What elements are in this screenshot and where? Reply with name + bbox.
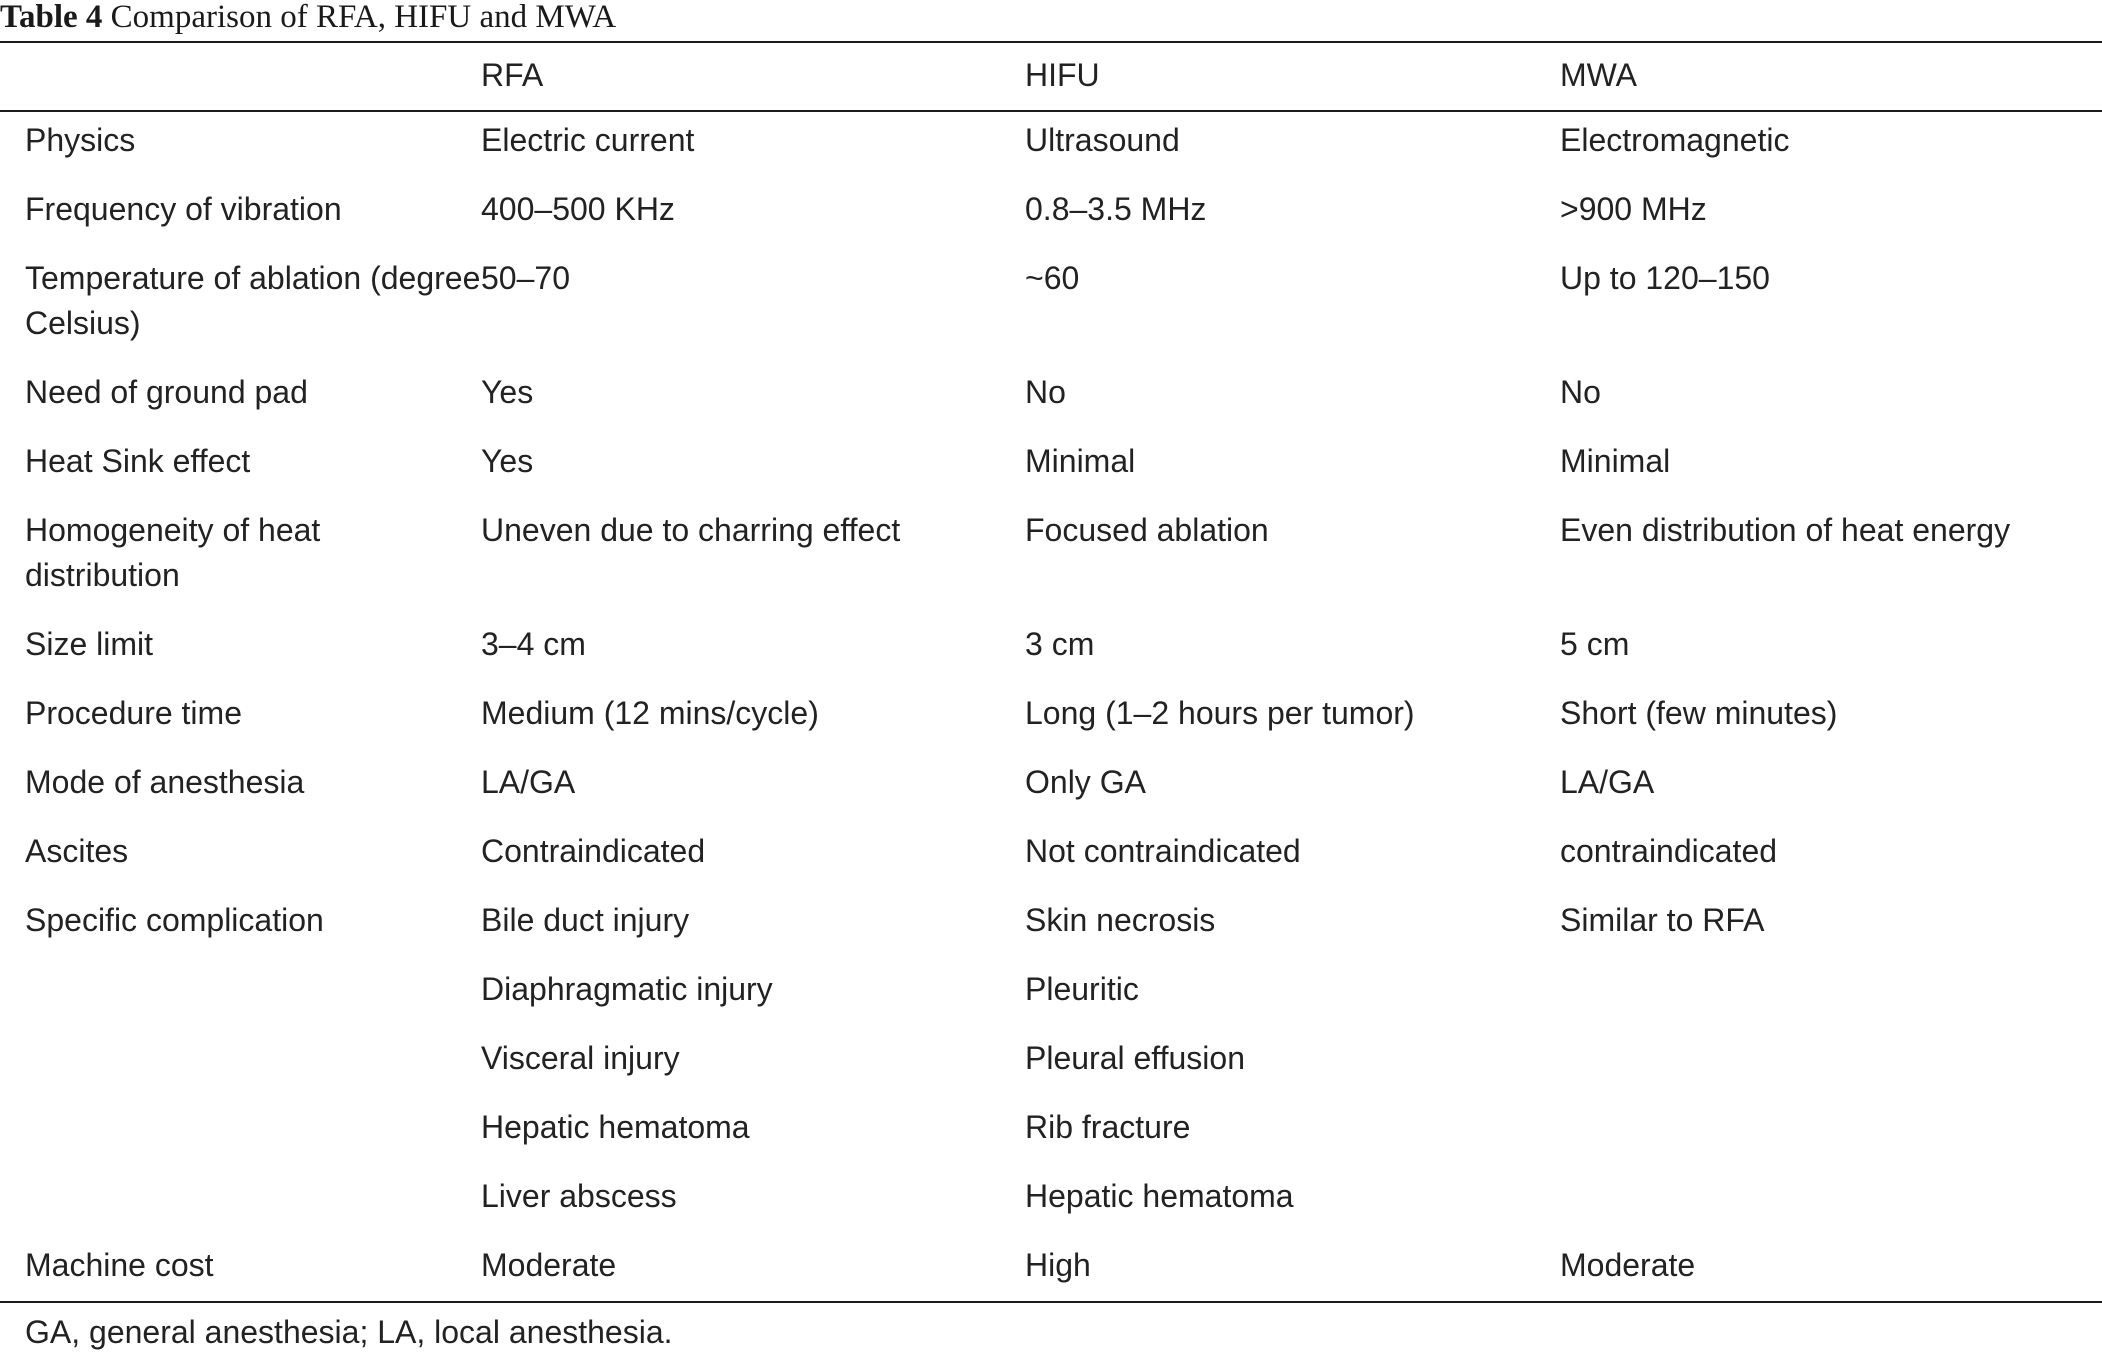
table-cell: Rib fracture — [1025, 1109, 1191, 1145]
table-cell: Visceral injury — [481, 1040, 680, 1076]
table-row — [0, 829, 2102, 898]
row-label-cell: Physics — [25, 122, 136, 158]
row-label-cell: Frequency of vibration — [25, 191, 342, 227]
table-cell — [1560, 1105, 2102, 1174]
header-cell-hifu: HIFU — [1025, 57, 1100, 93]
row-label-cell: Temperature of ablation (degree Celsius) — [25, 260, 481, 341]
table-cell: Pleural effusion — [1025, 1040, 1245, 1076]
row-label-cell — [0, 1036, 481, 1105]
table-cell: Yes — [481, 443, 534, 479]
table-cell: Electric current — [481, 122, 695, 158]
table-cell: 5 cm — [1560, 626, 1630, 662]
table-row — [0, 760, 2102, 829]
row-label-cell: Ascites — [25, 833, 129, 869]
table-cell: 3–4 cm — [481, 626, 586, 662]
table-row — [0, 1243, 2102, 1312]
table-cell: >900 MHz — [1560, 191, 1707, 227]
comparison-table — [0, 43, 2102, 1312]
table-header-row — [0, 43, 2102, 110]
table-cell: Not contraindicated — [1025, 833, 1301, 869]
row-label-cell: Procedure time — [25, 695, 242, 731]
table-cell: Even distribution of heat energy — [1560, 512, 2011, 548]
table-cell — [1560, 1174, 2102, 1243]
row-label-cell: Size limit — [25, 626, 154, 662]
table-cell — [1560, 967, 2102, 1036]
table-cell: ~60 — [1025, 260, 1080, 296]
table-cell: Similar to RFA — [1560, 902, 1765, 938]
table-row — [0, 967, 2102, 1036]
table-row — [0, 1105, 2102, 1174]
table-cell: No — [1560, 374, 1601, 410]
row-label-cell: Homogeneity of heat distribution — [25, 512, 321, 593]
table-caption — [0, 0, 616, 36]
table-cell: Bile duct injury — [481, 902, 690, 938]
table-caption-label: Table 4 — [0, 0, 103, 35]
row-label-cell: Need of ground pad — [25, 374, 308, 410]
table-cell: Hepatic hematoma — [1025, 1178, 1294, 1214]
table-cell: High — [1025, 1247, 1091, 1283]
table-cell: No — [1025, 374, 1066, 410]
table-cell: Minimal — [1025, 443, 1136, 479]
table-cell: 0.8–3.5 MHz — [1025, 191, 1207, 227]
table-cell: Focused ablation — [1025, 512, 1269, 548]
table-cell: Skin necrosis — [1025, 902, 1216, 938]
table-cell — [1560, 1036, 2102, 1105]
table-row — [0, 691, 2102, 760]
header-cell-rfa: RFA — [481, 57, 544, 93]
table-row — [0, 187, 2102, 256]
table-cell: 400–500 KHz — [481, 191, 675, 227]
table-row — [0, 1174, 2102, 1243]
row-label-cell — [0, 1105, 481, 1174]
table-cell: Moderate — [1560, 1247, 1696, 1283]
table-cell: Uneven due to charring effect — [481, 512, 901, 548]
table-cell: Short (few minutes) — [1560, 695, 1838, 731]
row-label-cell — [0, 1174, 481, 1243]
row-label-cell: Mode of anesthesia — [25, 764, 305, 800]
table-cell: Contraindicated — [481, 833, 706, 869]
table-cell: Pleuritic — [1025, 971, 1139, 1007]
table-cell: LA/GA — [481, 764, 576, 800]
table-row — [0, 898, 2102, 967]
table-caption-text: Comparison of RFA, HIFU and MWA — [110, 0, 617, 35]
table-cell: Medium (12 mins/cycle) — [481, 695, 819, 731]
table-row — [0, 1036, 2102, 1105]
table-footnote: GA, general anesthesia; LA, local anesthesia. — [25, 1314, 673, 1350]
table-cell: Electromagnetic — [1560, 122, 1790, 158]
table-row — [0, 508, 2102, 622]
table-row — [0, 370, 2102, 439]
table-row — [0, 622, 2102, 691]
table-row — [0, 110, 2102, 187]
table-cell: Long (1–2 hours per tumor) — [1025, 695, 1415, 731]
header-cell-mwa: MWA — [1560, 57, 1638, 93]
table-cell: 3 cm — [1025, 626, 1095, 662]
table-cell: Moderate — [481, 1247, 617, 1283]
header-cell-blank — [0, 43, 481, 110]
table-cell: contraindicated — [1560, 833, 1778, 869]
row-label-cell: Specific complication — [25, 902, 324, 938]
table-row — [0, 439, 2102, 508]
table-cell: Up to 120–150 — [1560, 260, 1770, 296]
table-cell: 50–70 — [481, 260, 570, 296]
table-cell: Diaphragmatic injury — [481, 971, 773, 1007]
table-cell: Ultrasound — [1025, 122, 1180, 158]
row-label-cell: Machine cost — [25, 1247, 214, 1283]
table-cell: Only GA — [1025, 764, 1146, 800]
table-cell: Minimal — [1560, 443, 1671, 479]
table-cell: Hepatic hematoma — [481, 1109, 750, 1145]
table-cell: LA/GA — [1560, 764, 1655, 800]
row-label-cell — [0, 967, 481, 1036]
row-label-cell: Heat Sink effect — [25, 443, 251, 479]
table-cell: Yes — [481, 374, 534, 410]
table-row — [0, 256, 2102, 370]
table-cell: Liver abscess — [481, 1178, 677, 1214]
